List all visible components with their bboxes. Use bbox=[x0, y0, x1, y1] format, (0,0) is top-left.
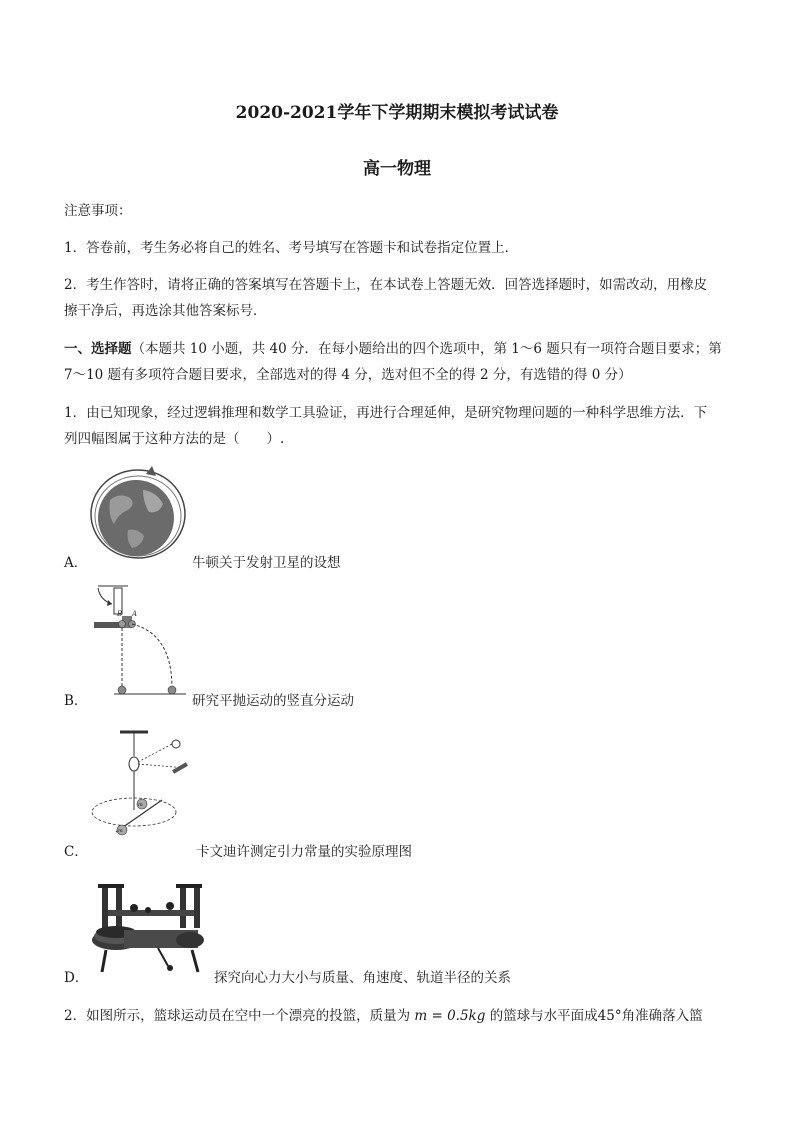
option-a-caption: 牛顿关于发射卫星的设想 bbox=[192, 555, 341, 571]
section-1-label: 一、选择题 bbox=[64, 341, 132, 357]
notice-item-2-line-2: 擦干净后，再选涂其他答案标号． bbox=[64, 303, 267, 319]
option-d-caption: 探究向心力大小与质量、角速度、轨道半径的关系 bbox=[214, 970, 511, 986]
question-1-line-1: 1．由已知现象，经过逻辑推理和数学工具验证，再进行合理延伸，是研究物理问题的一种科学思维方法．下 bbox=[64, 405, 708, 421]
question-1-line-2: 列四幅图属于这种方法的是（ ）. bbox=[64, 431, 285, 447]
figure-cavendish-balance bbox=[90, 726, 200, 852]
label-m1: m bbox=[138, 802, 143, 808]
option-c-caption: 卡文迪许测定引力常量的实验原理图 bbox=[196, 844, 412, 860]
question-2-suffix: 的篮球与水平面成45°角准确落入篮 bbox=[489, 1008, 703, 1024]
question-2-mass: m = 0.5kg bbox=[414, 1008, 486, 1024]
label-m2: m bbox=[118, 828, 123, 834]
notice-heading: 注意事项： bbox=[64, 203, 132, 219]
question-2-line-1 bbox=[64, 1007, 734, 1025]
figure-earth-orbit bbox=[88, 460, 188, 560]
option-d-letter: D． bbox=[64, 970, 89, 986]
option-c-letter: C． bbox=[64, 844, 88, 860]
section-1-header bbox=[64, 340, 734, 358]
label-b: B bbox=[117, 610, 123, 618]
exam-title: 2020-2021学年下学期期末模拟考试试卷 bbox=[235, 103, 559, 123]
label-a: A bbox=[132, 610, 138, 618]
figure-centripetal-force-apparatus bbox=[88, 880, 212, 980]
notice-item-1: 1．答卷前，考生务必将自己的姓名、考号填写在答题卡和试卷指定位置上． bbox=[64, 240, 519, 256]
question-2-prefix: 2．如图所示，篮球运动员在空中一个漂亮的投篮，质量为 bbox=[64, 1008, 411, 1024]
option-a-letter: A． bbox=[64, 555, 88, 571]
exam-subtitle: 高一物理 bbox=[363, 159, 431, 179]
section-1-desc-line-2: 7～10 题有多项符合题目要求，全部选对的得 4 分，选对但不全的得 2 分，有选错的得 0 分） bbox=[64, 367, 632, 383]
figure-projectile-apparatus bbox=[88, 584, 192, 700]
option-b-caption: 研究平抛运动的竖直分运动 bbox=[192, 693, 354, 709]
notice-item-2-line-1: 2．考生作答时，请将正确的答案填写在答题卡上，在本试卷上答题无效．回答选择题时，如需改动，用橡皮 bbox=[64, 277, 708, 293]
section-1-desc: （本题共 10 小题，共 40 分．在每小题给出的四个选项中，第 1～6 题只有一项符合题目要求；第 bbox=[131, 341, 722, 357]
option-b-letter: B． bbox=[64, 693, 88, 709]
